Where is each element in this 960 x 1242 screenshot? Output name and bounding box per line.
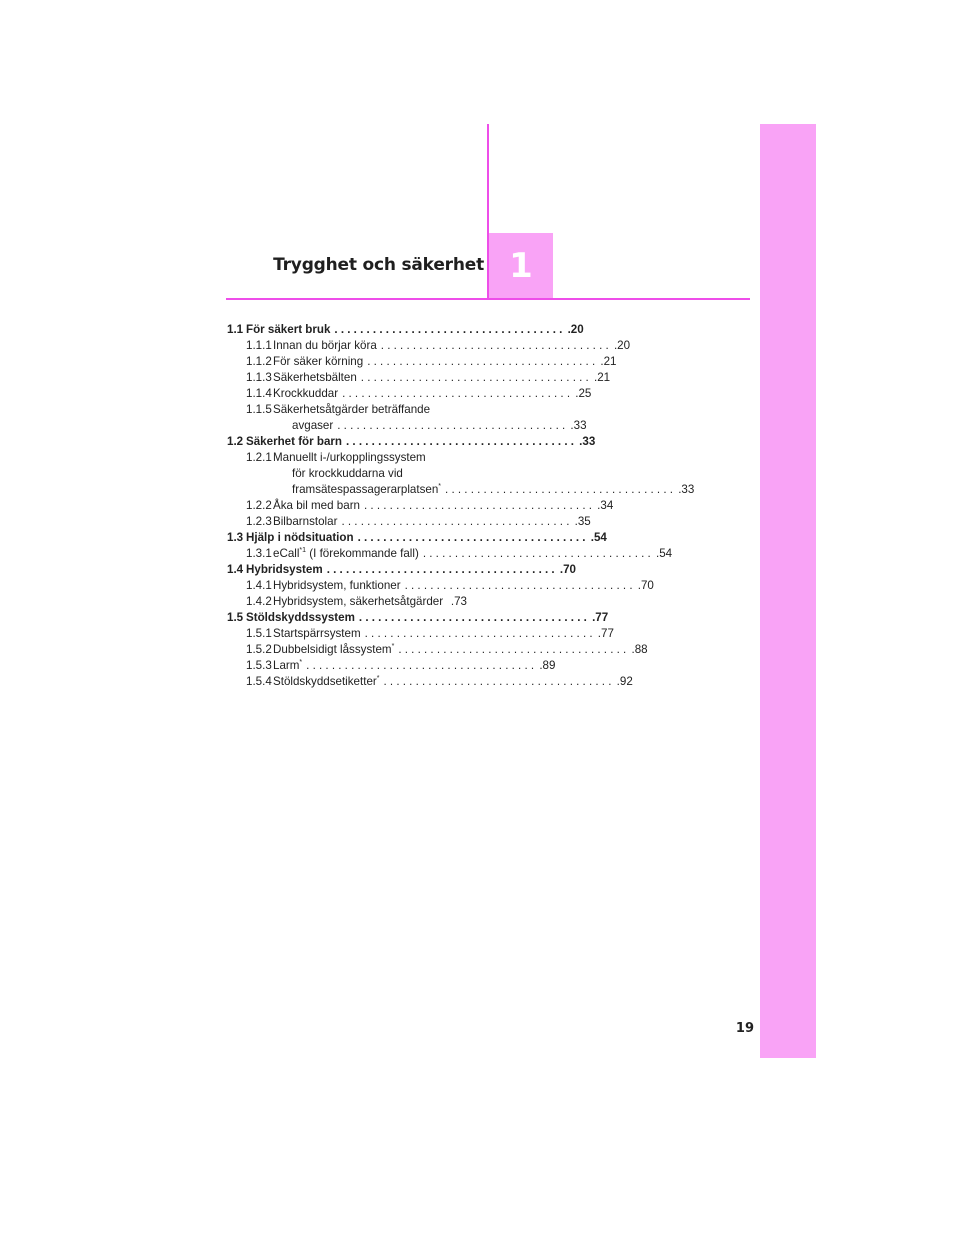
toc-subsection-entry[interactable]	[227, 386, 592, 402]
subsection-title-text: Innan du börjar köra	[273, 339, 377, 352]
subsection-title-text: Åka bil med barn	[273, 499, 360, 512]
subsection-number: 1.1.2	[246, 355, 272, 368]
section-number: 1.2	[227, 435, 244, 448]
toc-section-entry[interactable]	[227, 322, 584, 338]
subsection-page: .89	[539, 659, 556, 672]
dot-leader: ....................................	[364, 627, 596, 640]
footnote-marker: *1	[299, 547, 307, 555]
chapter-number-box	[489, 233, 553, 298]
dot-leader: ....................................	[367, 355, 599, 368]
subsection-title-text: framsätespassagerarplatsen	[292, 483, 439, 496]
subsection-title-text: avgaser	[292, 419, 334, 432]
section-number: 1.5	[227, 611, 244, 624]
footnote-marker: *	[391, 643, 395, 651]
subsection-page: .70	[637, 579, 654, 592]
subsection-number: 1.2.3	[246, 515, 272, 528]
section-number: 1.1	[227, 323, 244, 336]
header-horizontal-rule	[226, 298, 750, 300]
subsection-number: 1.5.1	[246, 627, 272, 640]
toc-subsection-entry[interactable]	[227, 546, 673, 562]
subsection-title-continuation	[227, 466, 467, 482]
section-page: .33	[579, 435, 596, 448]
toc-subsection-entry[interactable]	[227, 514, 591, 530]
toc-subsection-entry[interactable]	[227, 658, 556, 674]
subsection-page: .21	[600, 355, 617, 368]
subsection-page: .20	[613, 339, 631, 352]
section-title: Säkerhet för barn	[246, 435, 342, 448]
subsection-number: 1.2.1	[246, 451, 272, 464]
toc-subsection-entry[interactable]	[227, 402, 467, 418]
subsection-title-text: Manuellt i-/urkopplingssystem	[273, 451, 426, 464]
subsection-title	[273, 370, 357, 386]
subsection-title-text: Stöldskyddsetiketter	[273, 675, 377, 688]
subsection-page: .73	[450, 595, 467, 608]
dot-leader: ....................................	[380, 339, 612, 352]
subsection-page: .92	[616, 675, 633, 688]
dot-leader: ....................................	[337, 419, 569, 432]
dot-leader	[447, 594, 449, 610]
subsection-number: 1.5.3	[246, 659, 272, 672]
dot-leader: ....................................	[360, 371, 592, 384]
toc-subsection-entry[interactable]	[227, 450, 467, 466]
toc-subsection-entry[interactable]	[227, 642, 648, 658]
subsection-title-text: Säkerhetsåtgärder beträffande	[273, 403, 431, 416]
toc-subsection-entry[interactable]	[227, 594, 467, 610]
toc-subsection-entry[interactable]	[227, 674, 633, 690]
section-title: Hjälp i nödsituation	[246, 531, 354, 544]
chapter-number: 1	[509, 245, 533, 286]
subsection-number: 1.1.1	[246, 339, 272, 352]
section-number: 1.4	[227, 563, 244, 576]
subsection-title-text: Hybridsystem, säkerhetsåtgärder	[273, 595, 444, 608]
subsection-title-continuation[interactable]	[227, 418, 587, 434]
section-page: .77	[592, 611, 609, 624]
subsection-title-text: Larm	[273, 659, 300, 672]
subsection-title-continuation[interactable]	[227, 482, 695, 498]
table-of-contents	[227, 322, 695, 690]
subsection-title-end	[292, 418, 333, 434]
subsection-title	[273, 498, 360, 514]
toc-section-entry[interactable]	[227, 562, 576, 578]
toc-subsection-entry[interactable]	[227, 338, 631, 354]
subsection-number: 1.4.2	[246, 595, 272, 608]
toc-subsection-entry[interactable]	[227, 370, 611, 386]
subsection-title	[273, 338, 377, 354]
page-number: 19	[735, 1021, 754, 1036]
subsection-title	[273, 626, 361, 642]
subsection-title-text: Hybridsystem, funktioner	[273, 579, 401, 592]
dot-leader: ....................................	[357, 531, 589, 544]
section-page: .70	[559, 563, 576, 576]
dot-leader: ....................................	[398, 643, 630, 656]
chapter-title: Trygghet och säkerhet	[273, 255, 484, 275]
toc-section-entry[interactable]	[227, 610, 609, 626]
subsection-number: 1.5.2	[246, 643, 272, 656]
subsection-title-text: Startspärrsystem	[273, 627, 361, 640]
footnote-marker: *	[376, 675, 380, 683]
toc-subsection-entry[interactable]	[227, 498, 614, 514]
subsection-page: .33	[570, 419, 587, 432]
dot-leader: ....................................	[383, 675, 615, 688]
subsection-page: .54	[655, 547, 673, 560]
subsection-title-text: För säker körning	[273, 355, 364, 368]
subsection-number: 1.1.4	[246, 387, 272, 400]
subsection-title	[273, 642, 394, 658]
toc-section-entry[interactable]	[227, 434, 596, 450]
chapter-side-tab	[760, 124, 816, 1058]
dot-leader: ....................................	[358, 611, 591, 624]
subsection-title	[273, 546, 419, 562]
subsection-title-text: eCall	[273, 547, 300, 560]
subsection-number: 1.1.5	[246, 403, 272, 416]
subsection-title	[273, 450, 426, 466]
dot-leader: ....................................	[341, 515, 573, 528]
subsection-number: 1.1.3	[246, 371, 272, 384]
dot-leader: ....................................	[364, 499, 596, 512]
footnote-marker: *	[299, 659, 303, 667]
dot-leader: ....................................	[342, 387, 574, 400]
footnote-marker: *	[438, 483, 442, 491]
subsection-title	[273, 578, 401, 594]
subsection-number: 1.5.4	[246, 675, 272, 688]
subsection-page: .77	[597, 627, 614, 640]
subsection-page: .25	[575, 387, 592, 400]
subsection-page: .33	[678, 483, 695, 496]
dot-leader: ....................................	[326, 563, 558, 576]
subsection-number: 1.2.2	[246, 499, 272, 512]
toc-subsection-entry[interactable]	[227, 354, 617, 370]
dot-leader: ....................................	[346, 435, 578, 448]
subsection-title-text: Säkerhetsbälten	[273, 371, 357, 384]
dot-leader: ....................................	[334, 323, 566, 336]
subsection-number: 1.3.1	[246, 547, 272, 560]
subsection-title-text: för krockkuddarna vid	[292, 467, 403, 480]
subsection-title-text: Krockkuddar	[273, 387, 339, 400]
subsection-title-text: Dubbelsidigt låssystem	[273, 643, 392, 656]
dot-leader: ....................................	[422, 547, 654, 560]
subsection-title	[273, 594, 443, 610]
subsection-title	[273, 402, 430, 418]
section-page: .20	[567, 323, 584, 336]
section-title: Stöldskyddssystem	[246, 611, 355, 624]
subsection-title	[273, 514, 337, 530]
toc-subsection-entry[interactable]	[227, 578, 654, 594]
toc-subsection-entry[interactable]	[227, 626, 614, 642]
section-number: 1.3	[227, 531, 244, 544]
subsection-title-text: Bilbarnstolar	[273, 515, 338, 528]
subsection-title	[273, 658, 302, 674]
section-title: Hybridsystem	[246, 563, 323, 576]
subsection-page: .88	[631, 643, 648, 656]
subsection-title	[273, 354, 363, 370]
toc-section-entry[interactable]	[227, 530, 607, 546]
subsection-number: 1.4.1	[246, 579, 272, 592]
dot-leader: ....................................	[306, 659, 538, 672]
section-page: .54	[590, 531, 607, 544]
subsection-page: .35	[574, 515, 591, 528]
subsection-title	[273, 674, 379, 690]
subsection-page: .34	[597, 499, 614, 512]
subsection-title-end	[292, 482, 441, 498]
subsection-title-suffix: (I förekommande fall)	[306, 547, 419, 560]
dot-leader: ....................................	[404, 579, 636, 592]
subsection-title	[273, 386, 338, 402]
dot-leader: ....................................	[445, 483, 677, 496]
subsection-page: .21	[593, 371, 611, 384]
section-title: För säkert bruk	[246, 323, 331, 336]
